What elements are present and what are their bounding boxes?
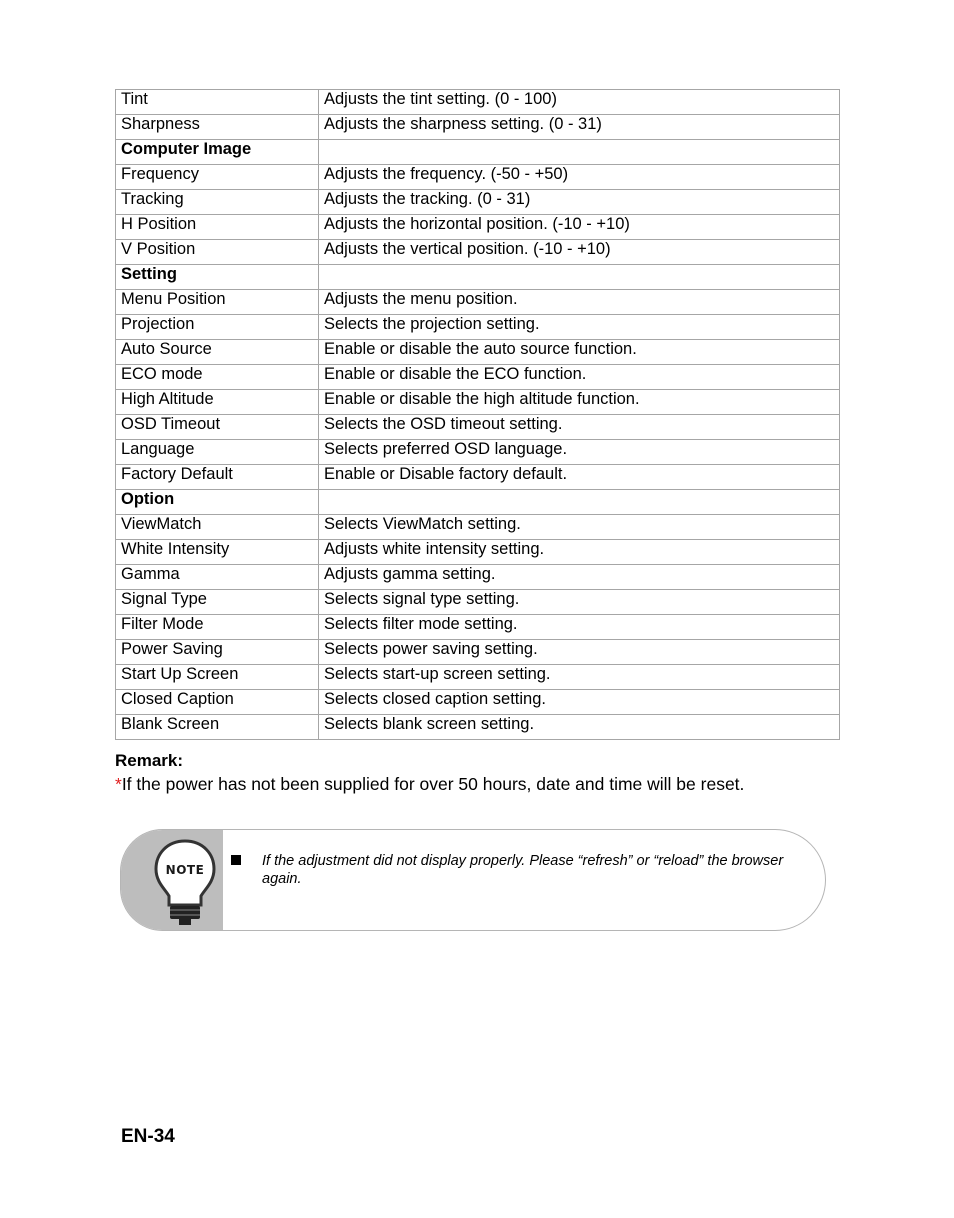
table-section-row — [116, 490, 840, 515]
table-row — [116, 115, 840, 140]
remark-text — [115, 774, 744, 795]
remark-title: Remark: — [115, 751, 184, 770]
remark-asterisk: * — [115, 774, 122, 794]
table-row — [116, 665, 840, 690]
setting-description: Selects signal type setting. — [319, 590, 840, 615]
setting-name: OSD Timeout — [116, 415, 319, 440]
setting-description: Enable or disable the high altitude function. — [319, 390, 840, 415]
setting-name: Filter Mode — [116, 615, 319, 640]
setting-description — [319, 490, 840, 515]
setting-description: Adjusts the sharpness setting. (0 - 31) — [319, 115, 840, 140]
setting-description: Selects start-up screen setting. — [319, 665, 840, 690]
setting-description: Selects blank screen setting. — [319, 715, 840, 740]
setting-description: Adjusts the menu position. — [319, 290, 840, 315]
table-row — [116, 590, 840, 615]
setting-description: Selects ViewMatch setting. — [319, 515, 840, 540]
setting-description: Adjusts the vertical position. (-10 - +10) — [319, 240, 840, 265]
setting-description: Enable or Disable factory default. — [319, 465, 840, 490]
setting-description: Selects the projection setting. — [319, 315, 840, 340]
setting-description: Selects preferred OSD language. — [319, 440, 840, 465]
table-row — [116, 465, 840, 490]
table-row — [116, 640, 840, 665]
setting-description: Adjusts the tracking. (0 - 31) — [319, 190, 840, 215]
table-row — [116, 315, 840, 340]
table-row — [116, 540, 840, 565]
note-icon-label: NOTE — [165, 863, 205, 877]
table-row — [116, 390, 840, 415]
table-row — [116, 240, 840, 265]
setting-name: Frequency — [116, 165, 319, 190]
table-row — [116, 565, 840, 590]
setting-description: Adjusts gamma setting. — [319, 565, 840, 590]
setting-description: Adjusts white intensity setting. — [319, 540, 840, 565]
setting-description — [319, 140, 840, 165]
table-row — [116, 215, 840, 240]
osd-settings-table — [115, 89, 840, 740]
setting-name: Start Up Screen — [116, 665, 319, 690]
table-row — [116, 90, 840, 115]
setting-name: Signal Type — [116, 590, 319, 615]
setting-name: Closed Caption — [116, 690, 319, 715]
setting-name: Tracking — [116, 190, 319, 215]
setting-description: Selects filter mode setting. — [319, 615, 840, 640]
note-text: If the adjustment did not display properly. Please “refresh” or “reload” the browser again. — [262, 853, 784, 887]
note-box — [120, 829, 826, 931]
table-row — [116, 515, 840, 540]
table-row — [116, 290, 840, 315]
table-row — [116, 615, 840, 640]
setting-name: Gamma — [116, 565, 319, 590]
setting-name: Factory Default — [116, 465, 319, 490]
setting-description: Adjusts the tint setting. (0 - 100) — [319, 90, 840, 115]
page-number: EN-34 — [121, 1126, 175, 1147]
setting-description: Enable or disable the auto source function. — [319, 340, 840, 365]
table-row — [116, 365, 840, 390]
setting-name: V Position — [116, 240, 319, 265]
lightbulb-note-icon — [153, 838, 217, 928]
setting-name: Blank Screen — [116, 715, 319, 740]
setting-name: ECO mode — [116, 365, 319, 390]
table-row — [116, 440, 840, 465]
remark-body: If the power has not been supplied for over 50 hours, date and time will be reset. — [121, 774, 745, 794]
setting-name: H Position — [116, 215, 319, 240]
setting-name: White Intensity — [116, 540, 319, 565]
square-bullet-icon — [231, 855, 241, 865]
setting-name: Power Saving — [116, 640, 319, 665]
setting-name: Menu Position — [116, 290, 319, 315]
setting-description — [319, 265, 840, 290]
section-heading: Option — [116, 490, 319, 515]
table-row — [116, 415, 840, 440]
setting-name: Auto Source — [116, 340, 319, 365]
setting-description: Selects closed caption setting. — [319, 690, 840, 715]
table-row — [116, 690, 840, 715]
table-row — [116, 165, 840, 190]
table-section-row — [116, 140, 840, 165]
setting-name: Sharpness — [116, 115, 319, 140]
table-row — [116, 715, 840, 740]
setting-description: Adjusts the frequency. (-50 - +50) — [319, 165, 840, 190]
setting-description: Selects the OSD timeout setting. — [319, 415, 840, 440]
osd-settings-table-body — [116, 90, 840, 740]
table-row — [116, 190, 840, 215]
section-heading: Computer Image — [116, 140, 319, 165]
setting-name: Tint — [116, 90, 319, 115]
setting-name: High Altitude — [116, 390, 319, 415]
setting-name: Projection — [116, 315, 319, 340]
table-section-row — [116, 265, 840, 290]
setting-name: Language — [116, 440, 319, 465]
setting-description: Selects power saving setting. — [319, 640, 840, 665]
setting-description: Adjusts the horizontal position. (-10 - +10) — [319, 215, 840, 240]
section-heading: Setting — [116, 265, 319, 290]
setting-description: Enable or disable the ECO function. — [319, 365, 840, 390]
setting-name: ViewMatch — [116, 515, 319, 540]
table-row — [116, 340, 840, 365]
